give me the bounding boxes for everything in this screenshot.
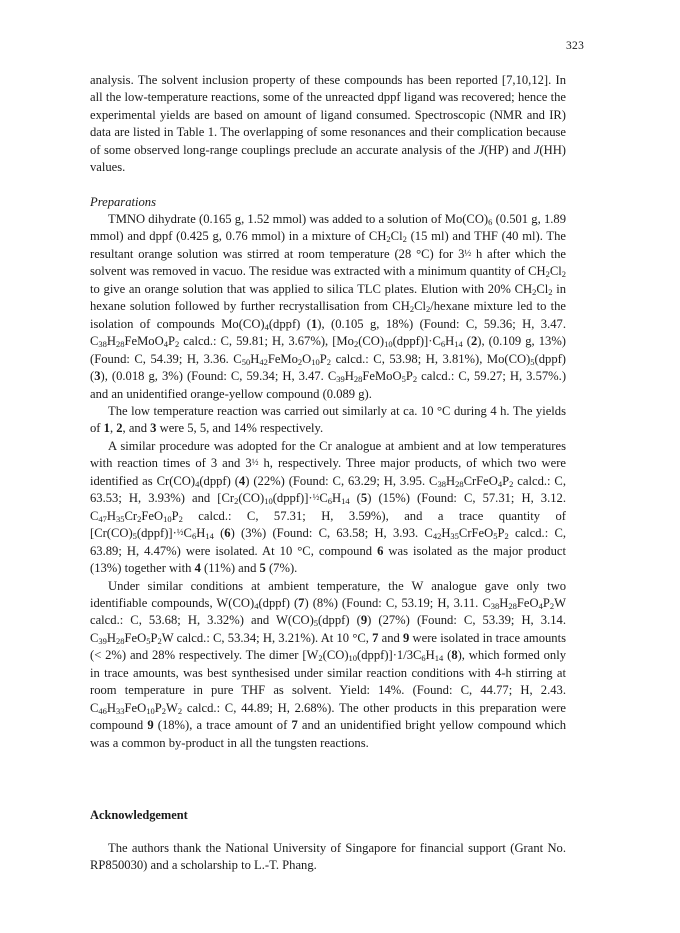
acknowledgement-paragraph: The authors thank the National University of Singapore for financial support (Grant No. RP850030) and a scholarship to L.-T. Phang.	[90, 841, 566, 873]
preparation-paragraph-low-temp: The low temperature reaction was carried out similarly at ca. 10 °C during 4 h. The yields of 1, 2, and 3 were 5, 5, and 14% respectively.	[90, 403, 566, 436]
page-number: 323	[566, 40, 585, 52]
intro-paragraph-text: analysis. The solvent inclusion property of these compounds has been reported [7,10,12]. In all the low-temperature reactions, some of the unreacted dppf ligand was recovered; hence the experimental yields are based on amount of ligand consumed. Spectroscopic (NMR and IR) data are listed in Table 1. The overlapping of some resonances and their complication because of some observed long-range couplings preclude an accurate analysis of the J(HP) and J(HH) values.	[90, 73, 566, 175]
preparations-heading: Preparations	[90, 195, 157, 209]
preparations-section	[90, 211, 566, 752]
intro-paragraph	[90, 72, 566, 177]
acknowledgement-section	[90, 840, 566, 875]
preparation-paragraph-w: Under similar conditions at ambient temperature, the W analogue gave only two identifiable compounds, $W(CO)_4(dppf)$ (7) (8%) (Found: C, 53.19; H, 3.11. $C_{38}H_{28}FeO_4P_2W$ calcd.: C, 53.68; H, 3.32%) and $W(CO)_5(dppf)$ (9) (27%) (Found: C, 53.39; H, 3.14. $C_{39}H_{28}FeO_5P_2W$ calcd.: C, 53.34; H, 3.21%). At 10 °C, 7 and 9 were isolated in trace amounts (< 2%) and 28% respectively. The dimer $[W_2(CO)_{10}(dppf)]\cdot 1/3C_6H_{14}$ (8), which formed only in trace amounts, was best synthesised under similar reaction conditions with 4-h stirring at room temperature in pure THF as solvent. Yield: 14%. (Found: C, 44.77; H, 2.43. $C_{46}H_{33}FeO_{10}P_2W_2$ calcd.: C, 44.89; H, 2.68%). The other products in this preparation were compound 9 (18%), a trace amount of 7 and an unidentified bright yellow compound which was a common by-product in all the tungsten reactions.	[90, 578, 567, 750]
acknowledgement-heading: Acknowledgement	[90, 808, 188, 822]
preparation-paragraph-mo: TMNO dihydrate (0.165 g, 1.52 mmol) was added to a solution of $Mo(CO)_6$ (0.501 g, 1.89 mmol) and dppf (0.425 g, 0.76 mmol) in a mixture of $CH_2Cl_2$ (15 ml) and THF (40 ml). The resultant orange solution was stirred at room temperature (28 °C) for 3½ h after which the solvent was removed in vacuo. The residue was extracted with a minimum quantity of $CH_2Cl_2$ to give an orange solution that was applied to silica TLC plates. Elution with 20% $CH_2Cl_2$ in hexane solution followed by further recrystallisation from $CH_2Cl_2$/hexane mixture led to the isolation of compounds $Mo(CO)_4(dppf)$ (1), (0.105 g, 18%) (Found: C, 59.36; H, 3.47. $C_{38}H_{28}FeMoO_4P_2$ calcd.: C, 59.81; H, 3.67%), $[Mo_2(CO)_{10}(dppf)]\cdot C_6H_{14}$ (2), (0.109 g, 13%) (Found: C, 54.39; H, 3.36. $C_{50}H_{42}FeMo_2O_{10}P_2$ calcd.: C, 53.98; H, 3.81%), $Mo(CO)_5(dppf)$ (3), (0.018 g, 3%) (Found: C, 59.34; H, 3.47. $C_{39}H_{28}FeMoO_5P_2$ calcd.: C, 59.27; H, 3.57%.) and an unidentified orange-yellow compound (0.089 g).	[90, 212, 567, 401]
preparation-paragraph-cr: A similar procedure was adopted for the Cr analogue at ambient and at low temperatures with reaction times of 3 and 3½ h, respectively. Three major products, of which two were identified as $Cr(CO)_4(dppf)$ (4) (22%) (Found: C, 63.29; H, 3.95. $C_{38}H_{28}CrFeO_4P_2$ calcd.: C, 63.53; H, 3.93%) and $[Cr_2(CO)_{10}(dppf)]\cdot\frac{1}{2}C_6H_{14}$ (5) (15%) (Found: C, 57.31; H, 3.12. $C_{47}H_{35}Cr_2FeO_{10}P_2$ calcd.: C, 57.31; H, 3.59%), and a trace quantity of $[Cr(CO)_5(dppf)]\cdot\frac{1}{2}C_6H_{14}$ (6) (3%) (Found: C, 63.58; H, 3.93. $C_{42}H_{35}CrFeO_5P_2$ calcd.: C, 63.89; H, 4.47%) were isolated. At 10 °C, compound 6 was isolated as the major product (13%) together with 4 (11%) and 5 (7%).	[90, 438, 567, 576]
